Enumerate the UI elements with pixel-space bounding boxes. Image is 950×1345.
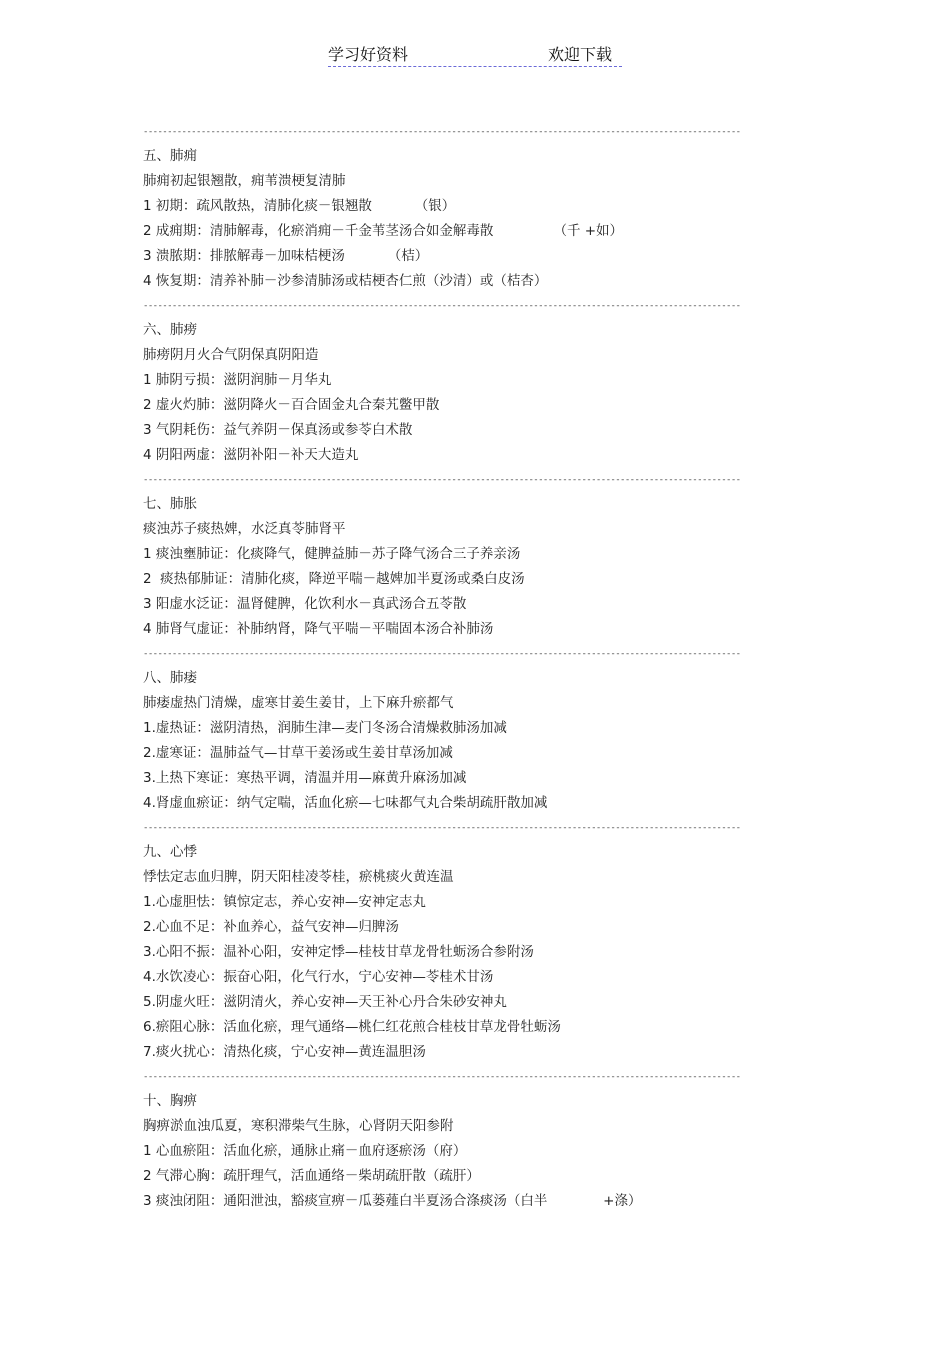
- section-divider: ----------------------------------------------------------------------------------------------------------------------------: [143, 649, 741, 659]
- section-title: 七、肺胀: [143, 496, 197, 512]
- syndrome-line: 2.心血不足：补血养心，益气安神—归脾汤: [143, 919, 399, 935]
- section-6: [143, 318, 863, 468]
- syndrome-line: 2 虚火灼肺：滋阴降火－百合固金丸合秦艽鳖甲散: [143, 397, 440, 413]
- syndrome-line: 3 阳虚水泛证：温肾健脾，化饮利水－真武汤合五苓散: [143, 596, 467, 612]
- section-title: 八、肺痿: [143, 670, 197, 686]
- section-divider: ----------------------------------------------------------------------------------------------------------------------------: [143, 301, 741, 311]
- mnemonic-line: 胸痹淤血浊瓜夏，寒积滞柴气生脉，心肾阴天阳参附: [143, 1118, 454, 1134]
- section-title: 九、心悸: [143, 844, 197, 860]
- syndrome-line: 3 痰浊闭阻：通阳泄浊，豁痰宣痹－瓜蒌薤白半夏汤合涤痰汤（白半 +涤）: [143, 1193, 642, 1209]
- syndrome-line: 3 气阴耗伤：益气养阴－保真汤或参苓白术散: [143, 422, 413, 438]
- mnemonic-line: 肺痈初起银翘散，痈苇溃梗复清肺: [143, 173, 346, 189]
- syndrome-line: 3 溃脓期：排脓解毒－加味桔梗汤 （桔）: [143, 248, 429, 264]
- section-divider: ----------------------------------------------------------------------------------------------------------------------------: [143, 823, 741, 833]
- section-8: [143, 666, 863, 816]
- page-header: [328, 40, 622, 67]
- syndrome-line: 1.心虚胆怯：镇惊定志，养心安神—安神定志丸: [143, 894, 426, 910]
- syndrome-line: 1 心血瘀阻：活血化瘀，通脉止痛－血府逐瘀汤（府）: [143, 1143, 467, 1159]
- syndrome-line: 2.虚寒证：温肺益气—甘草干姜汤或生姜甘草汤加减: [143, 745, 453, 761]
- syndrome-line: 1 初期：疏风散热，清肺化痰－银翘散 （银）: [143, 198, 456, 214]
- syndrome-line: 1 肺阴亏损：滋阴润肺－月华丸: [143, 372, 332, 388]
- section-title: 六、肺痨: [143, 322, 197, 338]
- section-5: [143, 144, 863, 294]
- header-left-text: 学习好资料: [328, 45, 409, 64]
- syndrome-line: 4.肾虚血瘀证：纳气定喘，活血化瘀—七味都气丸合柴胡疏肝散加减: [143, 795, 548, 811]
- syndrome-line: 3.上热下寒证：寒热平调，清温并用—麻黄升麻汤加减: [143, 770, 467, 786]
- syndrome-line: 1 痰浊壅肺证：化痰降气，健脾益肺－苏子降气汤合三子养亲汤: [143, 546, 521, 562]
- mnemonic-line: 悸怯定志血归脾，阴天阳桂凌苓桂，瘀桃痰火黄连温: [143, 869, 454, 885]
- syndrome-line: 6.瘀阻心脉：活血化瘀，理气通络—桃仁红花煎合桂枝甘草龙骨牡蛎汤: [143, 1019, 561, 1035]
- syndrome-line: 2 痰热郁肺证：清肺化痰，降逆平喘－越婢加半夏汤或桑白皮汤: [143, 571, 525, 587]
- section-7: [143, 492, 863, 642]
- section-divider: ----------------------------------------------------------------------------------------------------------------------------: [143, 475, 741, 485]
- mnemonic-line: 肺痿虚热门清燥，虚寒甘姜生姜甘，上下麻升瘀都气: [143, 695, 454, 711]
- section-divider: ----------------------------------------------------------------------------------------------------------------------------: [143, 1072, 741, 1082]
- syndrome-line: 4.水饮凌心：振奋心阳，化气行水，宁心安神—苓桂术甘汤: [143, 969, 494, 985]
- document-body: [143, 120, 863, 1214]
- syndrome-line: 5.阴虚火旺：滋阴清火，养心安神—天王补心丹合朱砂安神丸: [143, 994, 507, 1010]
- section-10: [143, 1089, 863, 1214]
- syndrome-line: 7.痰火扰心：清热化痰，宁心安神—黄连温胆汤: [143, 1044, 426, 1060]
- section-9: [143, 840, 863, 1065]
- syndrome-line: 4 阴阳两虚：滋阴补阳－补天大造丸: [143, 447, 359, 463]
- section-title: 五、肺痈: [143, 148, 197, 164]
- section-title: 十、胸痹: [143, 1093, 197, 1109]
- section-divider: ----------------------------------------------------------------------------------------------------------------------------: [143, 127, 741, 137]
- syndrome-line: 1.虚热证：滋阴清热，润肺生津—麦门冬汤合清燥救肺汤加减: [143, 720, 507, 736]
- syndrome-line: 4 恢复期：清养补肺－沙参清肺汤或桔梗杏仁煎（沙清）或（桔杏）: [143, 273, 548, 289]
- mnemonic-line: 痰浊苏子痰热婢，水泛真苓肺肾平: [143, 521, 346, 537]
- syndrome-line: 2 气滞心胸：疏肝理气，活血通络－柴胡疏肝散（疏肝）: [143, 1168, 480, 1184]
- syndrome-line: 4 肺肾气虚证：补肺纳肾，降气平喘－平喘固本汤合补肺汤: [143, 621, 494, 637]
- mnemonic-line: 肺痨阴月火合气阴保真阴阳造: [143, 347, 319, 363]
- header-right-text: 欢迎下载: [548, 45, 613, 64]
- syndrome-line: 3.心阳不振：温补心阳，安神定悸—桂枝甘草龙骨牡蛎汤合参附汤: [143, 944, 534, 960]
- syndrome-line: 2 成痈期：清肺解毒，化瘀消痈－千金苇茎汤合如金解毒散 （千 +如）: [143, 223, 624, 239]
